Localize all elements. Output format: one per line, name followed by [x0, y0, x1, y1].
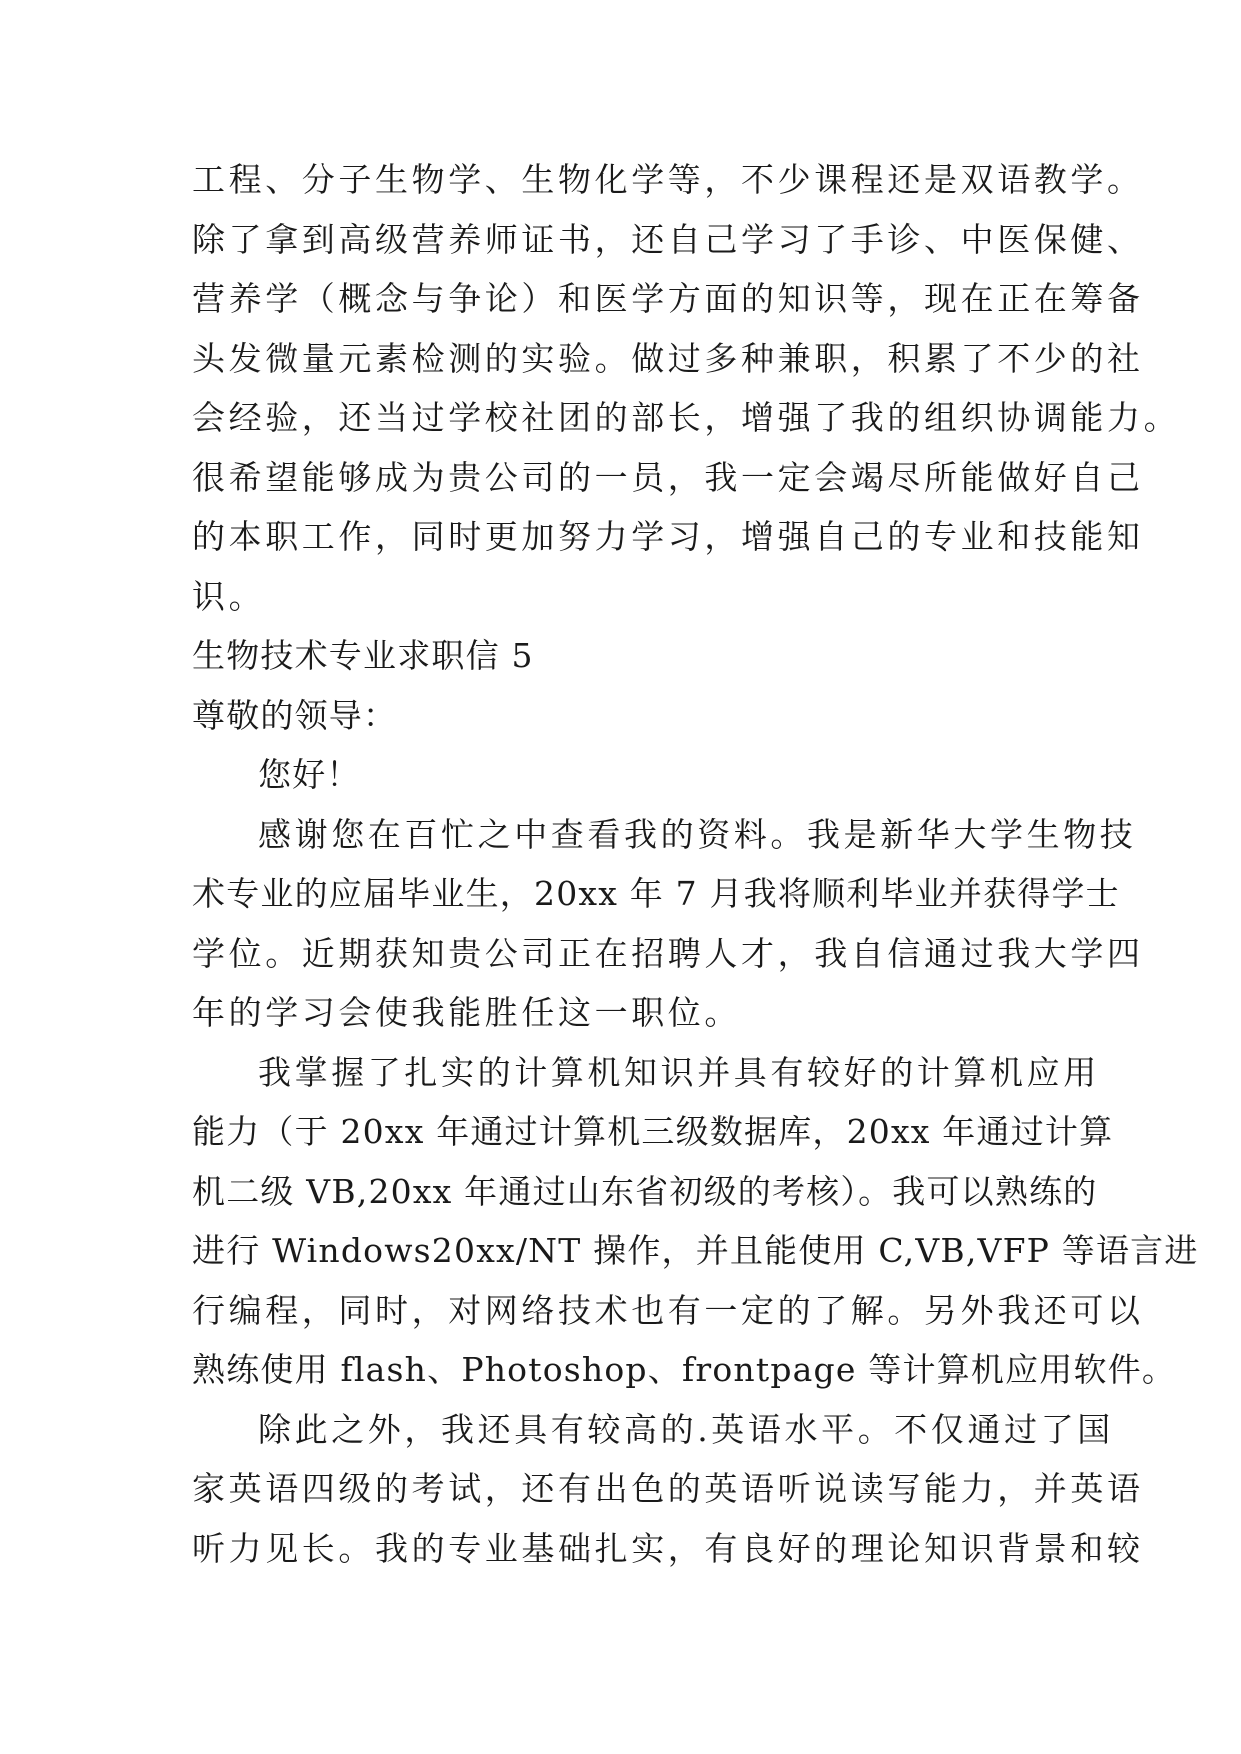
body-text-line: 识。	[192, 576, 266, 616]
body-text-line: 头发微量元素检测的实验。做过多种兼职，积累了不少的社	[192, 338, 1144, 378]
section-heading: 生物技术专业求职信 5	[192, 636, 534, 675]
body-text-line: 会经验，还当过学校社团的部长，增强了我的组织协调能力。	[192, 398, 1181, 437]
paragraph-first-line: 感谢您在百忙之中查看我的资料。我是新华大学生物技	[258, 814, 1137, 854]
body-text-line: 听力见长。我的专业基础扎实，有良好的理论知识背景和较	[192, 1528, 1144, 1568]
body-text-line: 年的学习会使我能胜任这一职位。	[192, 993, 741, 1032]
body-text-line: 机二级 VB,20xx 年通过山东省初级的考核）。我可以熟练的	[192, 1171, 1098, 1211]
body-text-line: 家英语四级的考试，还有出色的英语听说读写能力，并英语	[192, 1469, 1144, 1508]
body-text-line: 营养学（概念与争论）和医学方面的知识等，现在正在筹备	[192, 279, 1144, 318]
body-text-line: 能力（于 20xx 年通过计算机三级数据库，20xx 年通过计算	[192, 1112, 1114, 1151]
paragraph-first-line: 除此之外，我还具有较高的.英语水平。不仅通过了国	[258, 1409, 1114, 1449]
body-text-line: 除了拿到高级营养师证书，还自己学习了手诊、中医保健、	[192, 219, 1144, 259]
body-text-line: 术专业的应届毕业生，20xx 年 7 月我将顺利毕业并获得学士	[192, 874, 1120, 913]
body-text-line: 学位。近期获知贵公司正在招聘人才，我自信通过我大学四	[192, 933, 1144, 973]
body-text-line: 的本职工作，同时更加努力学习，增强自己的专业和技能知	[192, 517, 1144, 556]
body-text-line: 行编程，同时，对网络技术也有一定的了解。另外我还可以	[192, 1290, 1144, 1330]
body-text-line: 很希望能够成为贵公司的一员，我一定会竭尽所能做好自己	[192, 457, 1144, 497]
salutation: 尊敬的领导：	[192, 695, 398, 735]
document-page	[192, 150, 1199, 1578]
body-text-line: 工程、分子生物学、生物化学等，不少课程还是双语教学。	[192, 160, 1144, 199]
body-text-line: 进行 Windows20xx/NT 操作，并且能使用 C,VB,VFP 等语言进	[192, 1231, 1199, 1270]
body-text-line: 熟练使用 flash、Photoshop、frontpage 等计算机应用软件。	[192, 1350, 1177, 1389]
greeting: 您好！	[258, 755, 361, 794]
paragraph-first-line: 我掌握了扎实的计算机知识并具有较好的计算机应用	[258, 1052, 1100, 1092]
